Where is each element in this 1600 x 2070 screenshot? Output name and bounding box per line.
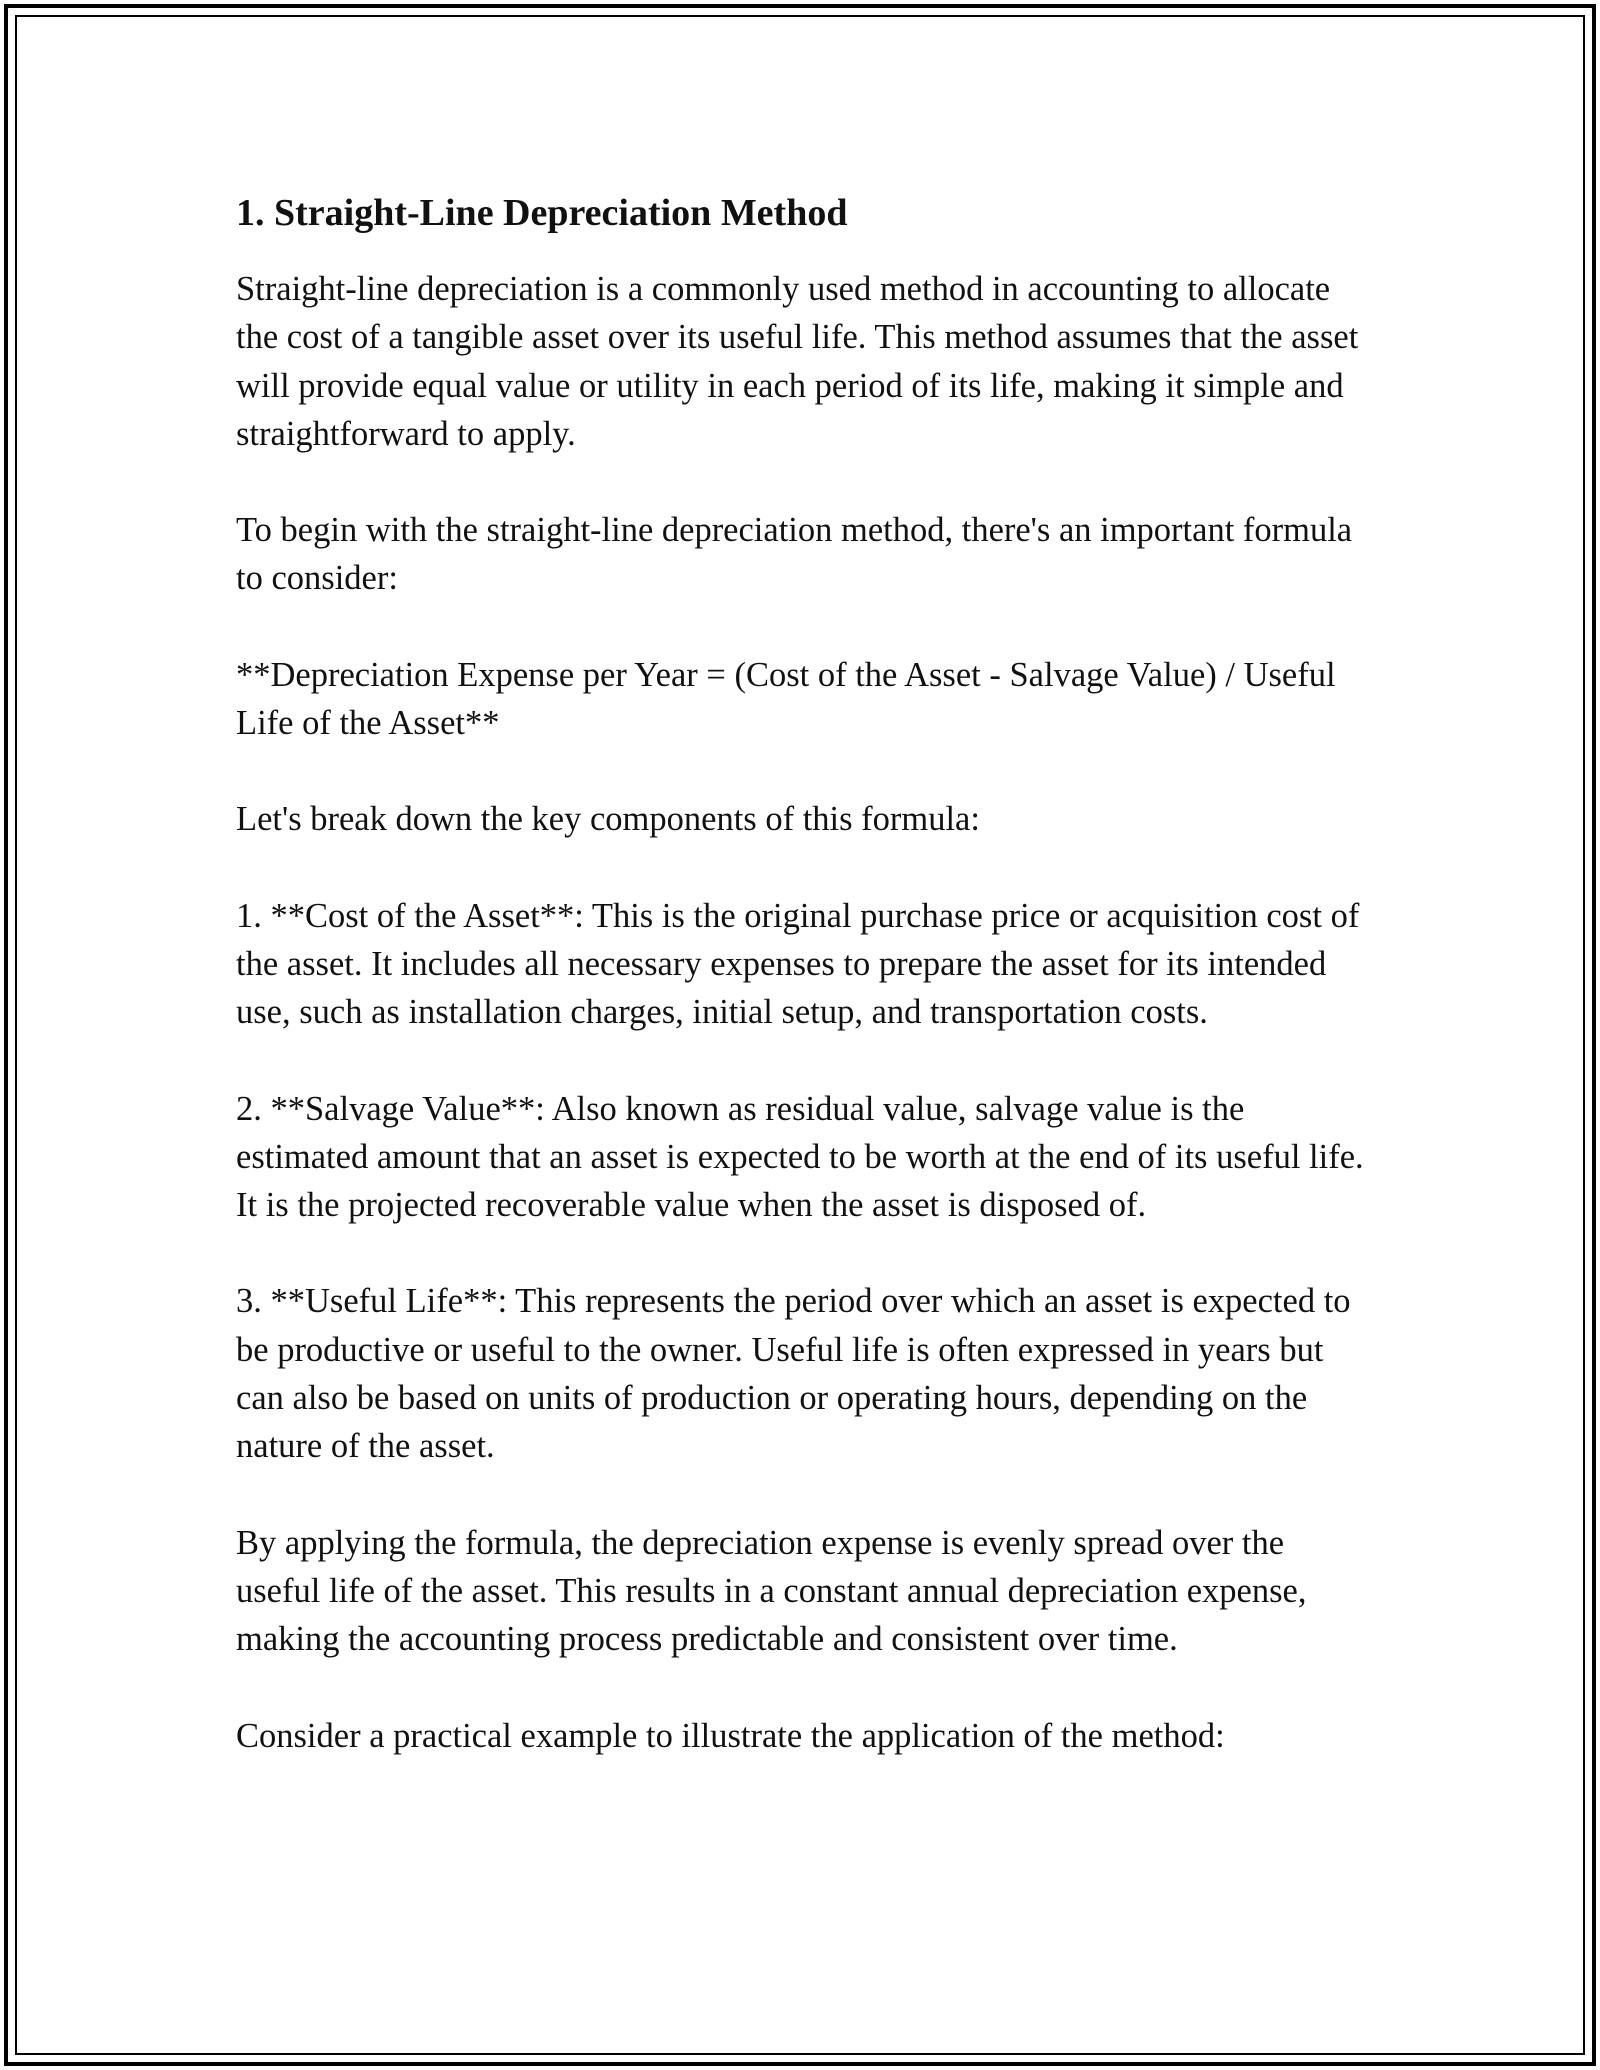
paragraph-applying-formula: By applying the formula, the depreciation expense is evenly spread over the useful life of the asset. This results in a constant annual depreciation expense, making the accounting process predictable and consistent over time. bbox=[236, 1523, 1307, 1659]
paragraph-formula: **Depreciation Expense per Year = (Cost of the Asset - Salvage Value) / Useful Life of the Asset** bbox=[236, 655, 1336, 743]
section-heading: 1. Straight-Line Depreciation Method bbox=[236, 192, 848, 234]
document-body bbox=[236, 188, 1376, 1760]
paragraph-salvage-value: 2. **Salvage Value**: Also known as residual value, salvage value is the estimated amount that an asset is expected to be worth at the end of its useful life. It is the projected recoverable value when the asset is disposed of. bbox=[236, 1089, 1364, 1225]
paragraph-components-intro: Let's break down the key components of this formula: bbox=[236, 800, 980, 839]
paragraph-cost-of-asset: 1. **Cost of the Asset**: This is the original purchase price or acquisition cost of the asset. It includes all necessary expenses to prepare the asset for its intended use, such as installation charges, initial setup, and transportation costs. bbox=[236, 896, 1360, 1032]
paragraph-intro: Straight-line depreciation is a commonly used method in accounting to allocate the cost of a tangible asset over its useful life. This method assumes that the asset will provide equal value or utility in each period of its life, making it simple and straightforward to apply. bbox=[236, 270, 1359, 453]
paragraph-formula-intro: To begin with the straight-line depreciation method, there's an important formula to consider: bbox=[236, 511, 1353, 598]
paragraph-useful-life: 3. **Useful Life**: This represents the period over which an asset is expected to be productive or useful to the owner. Useful life is often expressed in years but can also be based on units of production or operating hours, depending on the nature of the asset. bbox=[236, 1282, 1351, 1466]
paragraph-example-intro: Consider a practical example to illustrate the application of the method: bbox=[236, 1716, 1225, 1755]
